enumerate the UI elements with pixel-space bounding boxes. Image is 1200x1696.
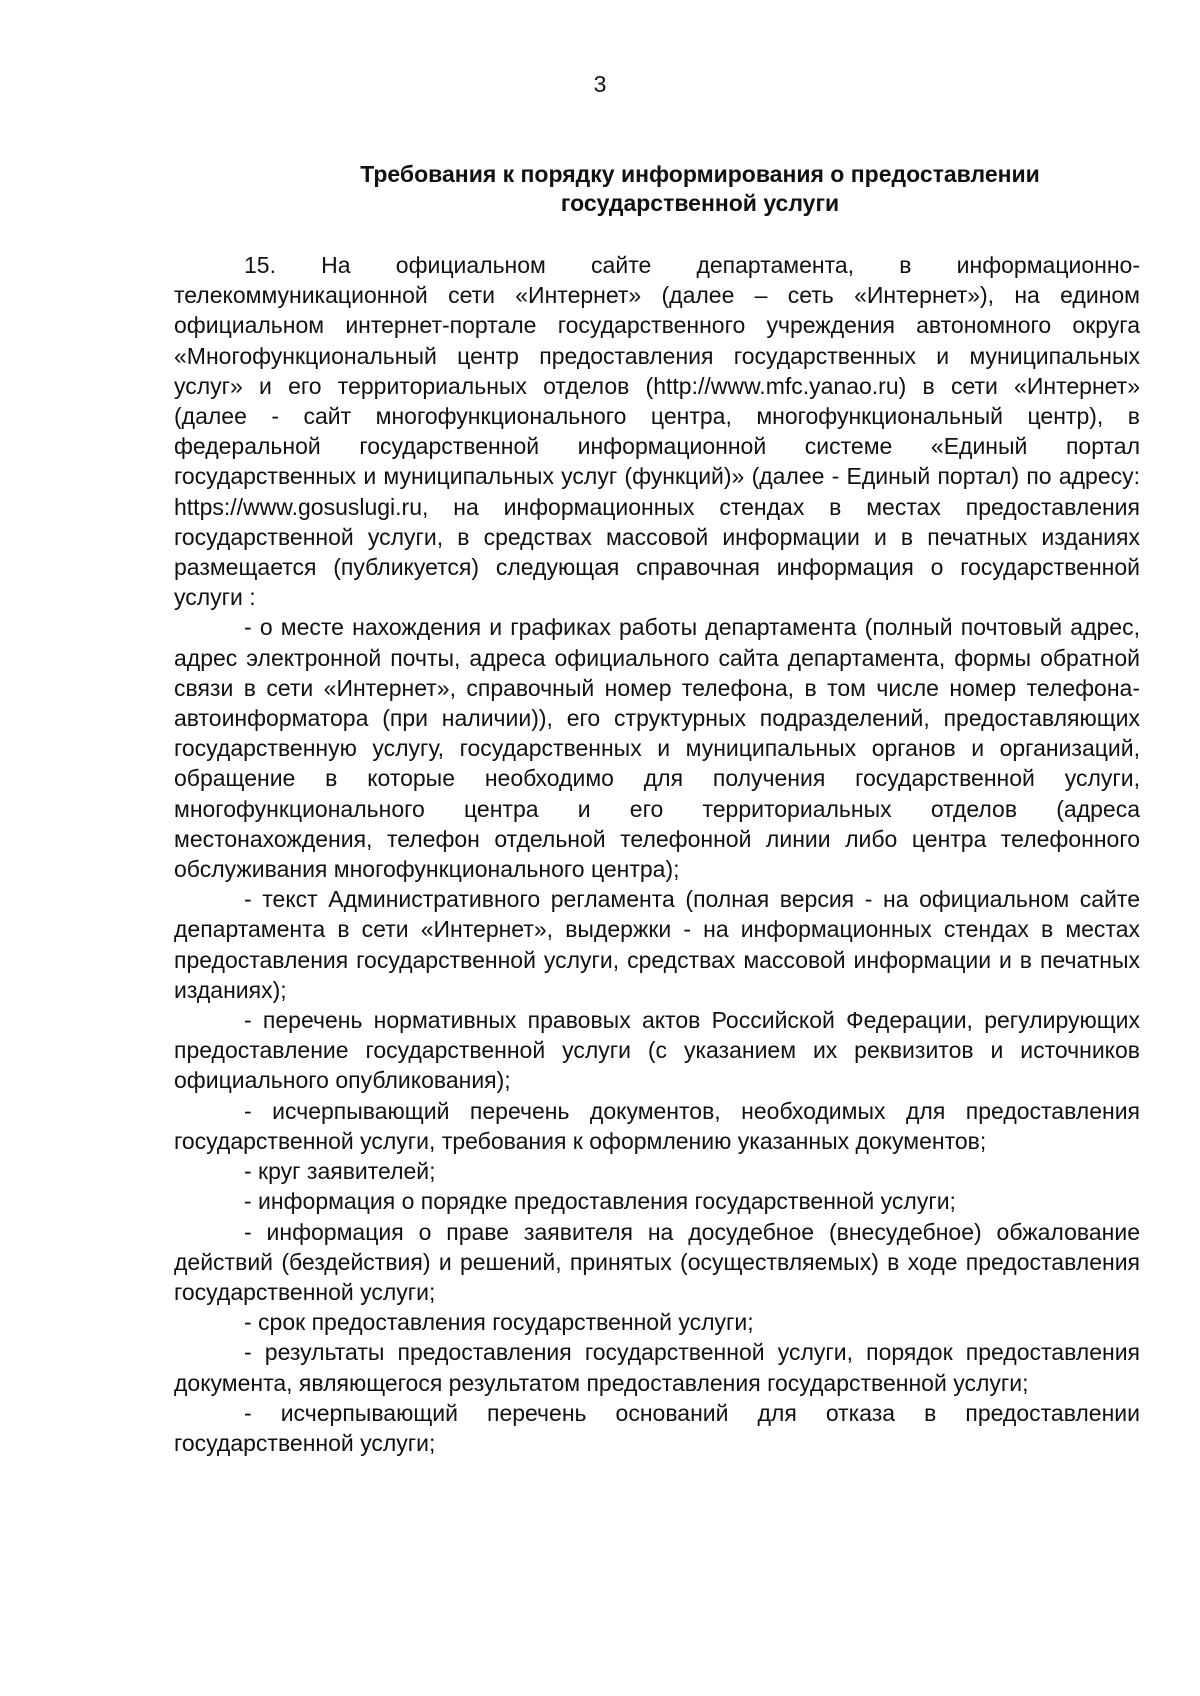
paragraph-15: 15. На официальном сайте департамента, в информационно-телекоммуникационной сети «Интернет» (далее – сеть «Интернет»), на едином официальном интернет-портале государственного учреждения автономного округа «Многофункциональный центр предоставления государственных и муниципальных услуг» и его территориальных отделов (http://www.mfc.yanao.ru) в сети «Интернет» (далее - сайт многофункционального центра, многофункциональный центр), в федеральной государственной информационной системе «Единый портал государственных и муниципальных услуг (функций)» (далее - Единый портал) по адресу: https://www.gosuslugi.ru, на информационных стендах в местах предоставления государственной услуги, в средствах массовой информации и в печатных изданиях размещается (публикуется) следующая справочная информация о государственной услуги : <box>174 252 1140 611</box>
list-item-procedure-info: - информация о порядке предоставления государственной услуги; <box>244 1188 956 1215</box>
list-item-appeal-rights: - информация о праве заявителя на досудебное (внесудебное) обжалование действий (бездействия) и решений, принятых (осуществляемых) в ходе предоставления государственной услуги; <box>174 1218 1140 1305</box>
list-item-refusal-grounds: - исчерпывающий перечень оснований для отказа в предоставлении государственной услуги; <box>174 1399 1140 1456</box>
list-item-documents-list: - исчерпывающий перечень документов, необходимых для предоставления государственной услуги, требования к оформлению указанных документов; <box>174 1097 1140 1154</box>
list-item-legal-acts: - перечень нормативных правовых актов Российской Федерации, регулирующих предоставление государственной услуги (с указанием их реквизитов и источников официального опубликования); <box>174 1007 1140 1094</box>
section-title <box>290 160 1110 217</box>
section-title-line-1: Требования к порядку информирования о предоставлении <box>360 161 1040 187</box>
document-body <box>174 250 1140 1458</box>
list-item-applicants: - круг заявителей; <box>244 1158 436 1185</box>
page-number: 3 <box>593 71 607 97</box>
list-item-regulation-text: - текст Административного регламента (полная версия - на официальном сайте департамента в сети «Интернет», выдержки - на информационных стендах в местах предоставления государственной услуги, средствах массовой информации и в печатных изданиях); <box>174 886 1140 1003</box>
section-title-line-2: государственной услуги <box>560 189 840 216</box>
list-item-service-results: - результаты предоставления государственной услуги, порядок предоставления документа, являющегося результатом предоставления государственной услуги; <box>174 1339 1140 1396</box>
list-item-location-contacts: - о месте нахождения и графиках работы департамента (полный почтовый адрес, адрес электронной почты, адреса официального сайта департамента, формы обратной связи в сети «Интернет», справочный номер телефона, в том числе номер телефона-автоинформатора (при наличии)), его структурных подразделений, предоставляющих государственную услугу, государственных и муниципальных органов и организаций, обращение в которые необходимо для получения государственной услуги, многофункционального центра и его территориальных отделов (адреса местонахождения, телефон отдельной телефонной линии либо центра телефонного обслуживания многофункционального центра); <box>174 614 1140 883</box>
list-item-service-term: - срок предоставления государственной услуги; <box>244 1309 754 1336</box>
